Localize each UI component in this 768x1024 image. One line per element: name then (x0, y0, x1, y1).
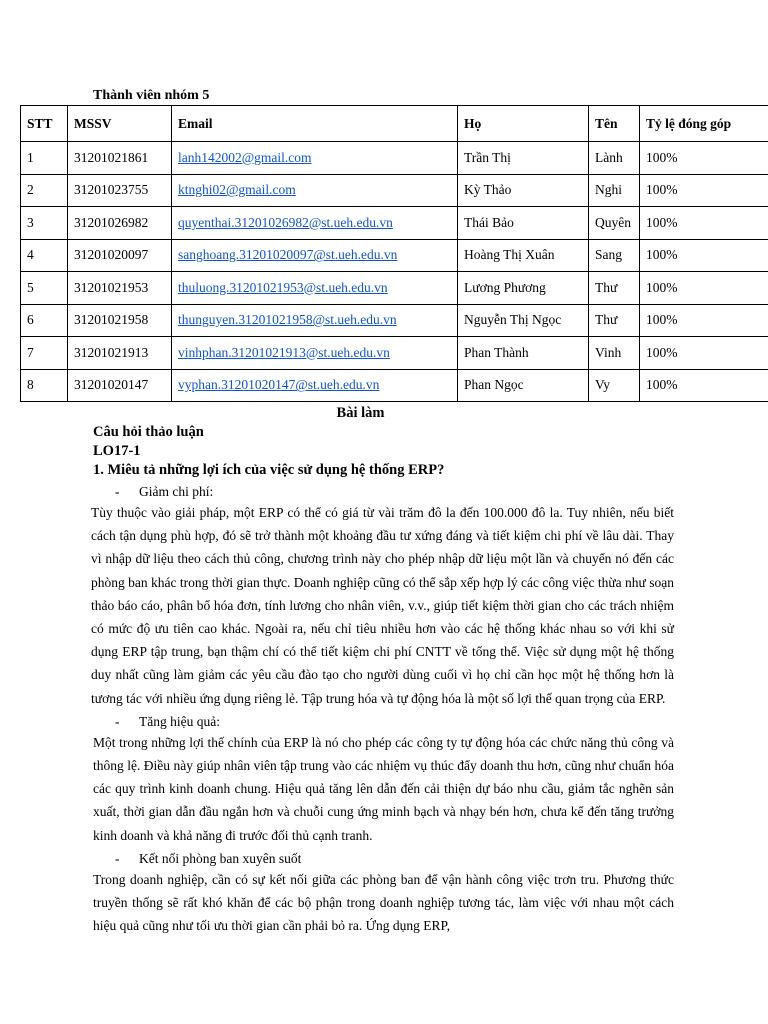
table-row (21, 304, 768, 337)
cell-ho: Kỳ Thảo (458, 174, 589, 207)
cell-stt: 7 (21, 337, 68, 370)
cell-contribution: 100% (640, 142, 768, 175)
table-row (21, 142, 768, 175)
cell-ten: Vy (589, 369, 640, 402)
email-link[interactable]: lanh142002@gmail.com (178, 149, 312, 165)
bullet-label: Giảm chi phí: (139, 484, 214, 499)
cell-ten: Vinh (589, 337, 640, 370)
header-ho: Họ (458, 106, 589, 142)
cell-mssv: 31201021953 (68, 272, 172, 305)
cell-ten: Thư (589, 272, 640, 305)
cell-mssv: 31201020097 (68, 239, 172, 272)
cell-ten: Thư (589, 304, 640, 337)
bullet-label: Tăng hiệu quả: (139, 713, 220, 729)
table-row (21, 174, 768, 207)
table-row (21, 369, 768, 402)
cell-ho: Phan Ngọc (458, 369, 589, 402)
cell-mssv: 31201020147 (68, 369, 172, 402)
cell-stt: 6 (21, 304, 68, 337)
cell-email (172, 174, 458, 207)
cell-mssv: 31201023755 (68, 174, 172, 207)
cell-email (172, 304, 458, 337)
cell-stt: 4 (21, 239, 68, 272)
cell-contribution: 100% (640, 174, 768, 207)
cell-email (172, 272, 458, 305)
table-header-row (21, 106, 768, 142)
header-email: Email (172, 106, 458, 142)
members-table (20, 105, 768, 402)
cell-ten: Sang (589, 239, 640, 272)
cell-email (172, 207, 458, 240)
email-link[interactable]: vyphan.31201020147@st.ueh.edu.vn (178, 377, 380, 393)
email-link[interactable]: sanghoang.31201020097@st.ueh.edu.vn (178, 247, 398, 263)
cell-email (172, 337, 458, 370)
cell-ten: Lành (589, 142, 640, 175)
header-contribution: Tỷ lệ đóng góp (640, 106, 768, 142)
table-row (21, 239, 768, 272)
table-row (21, 272, 768, 305)
header-mssv: MSSV (68, 106, 172, 142)
cell-contribution: 100% (640, 369, 768, 402)
cell-mssv: 31201021958 (68, 304, 172, 337)
cell-stt: 5 (21, 272, 68, 305)
paragraph: Trong doanh nghiệp, cần có sự kết nối giữa các phòng ban để vận hành công việc trơn tru. Phương thức truyền thống sẽ rất khó khăn để các bộ phận trong doanh nghiệp tương tác, làm việc với nhau một cách hiệu quả cũng như tối ưu thời gian cần phải bỏ ra. Ứng dụng ERP, (93, 871, 674, 934)
cell-ho: Nguyễn Thị Ngọc (458, 304, 589, 337)
email-link[interactable]: thuluong.31201021953@st.ueh.edu.vn (178, 279, 388, 295)
bullet-item (93, 712, 674, 731)
paragraph: Một trong những lợi thế chính của ERP là nó cho phép các công ty tự động hóa các chức năng thủ công và thông lệ. Điều này giúp nhân viên tập trung vào các nhiệm vụ thúc đẩy doanh thu hơn, cũng như chuẩn hóa các quy trình kinh doanh chung. Hiệu quả tăng lên dẫn đến cải thiện dự báo nhu cầu, giảm tắc nghẽn sản xuất, thời gian dẫn đầu ngắn hơn và chuỗi cung ứng minh bạch và nhạy bén hơn, chưa kể đến tăng trưởng kinh doanh và khả năng đi trước đối thủ cạnh tranh. (93, 734, 674, 843)
bullet-item (93, 849, 674, 868)
cell-contribution: 100% (640, 337, 768, 370)
bullet-item (93, 482, 674, 501)
dash-bullet-icon: - (115, 484, 120, 499)
section-title: Bài làm (336, 405, 385, 421)
cell-ho: Hoàng Thị Xuân (458, 239, 589, 272)
cell-mssv: 31201026982 (68, 207, 172, 240)
discussion-title: Câu hỏi thảo luận (93, 424, 204, 440)
cell-stt: 8 (21, 369, 68, 402)
email-link[interactable]: vinhphan.31201021913@st.ueh.edu.vn (178, 344, 390, 360)
cell-ho: Lương Phương (458, 272, 589, 305)
dash-bullet-icon: - (115, 713, 120, 729)
cell-ten: Quyên (589, 207, 640, 240)
header-ten: Tên (589, 106, 640, 142)
header-stt: STT (21, 106, 68, 142)
cell-stt: 3 (21, 207, 68, 240)
cell-contribution: 100% (640, 239, 768, 272)
cell-contribution: 100% (640, 207, 768, 240)
cell-ho: Thái Bảo (458, 207, 589, 240)
cell-mssv: 31201021861 (68, 142, 172, 175)
cell-email (172, 142, 458, 175)
dash-bullet-icon: - (115, 850, 120, 866)
table-row (21, 207, 768, 240)
bullet-label: Kết nối phòng ban xuyên suốt (139, 850, 302, 866)
cell-ten: Nghi (589, 174, 640, 207)
document-body (93, 403, 674, 937)
cell-stt: 2 (21, 174, 68, 207)
email-link[interactable]: quyenthai.31201026982@st.ueh.edu.vn (178, 214, 393, 230)
email-link[interactable]: ktnghi02@gmail.com (178, 182, 296, 198)
cell-contribution: 100% (640, 272, 768, 305)
cell-ho: Phan Thành (458, 337, 589, 370)
cell-email (172, 239, 458, 272)
table-row (21, 337, 768, 370)
cell-contribution: 100% (640, 304, 768, 337)
cell-email (172, 369, 458, 402)
email-link[interactable]: thunguyen.31201021958@st.ueh.edu.vn (178, 312, 397, 328)
group-title: Thành viên nhóm 5 (93, 88, 210, 103)
lo-code: LO17-1 (93, 443, 141, 459)
cell-mssv: 31201021913 (68, 337, 172, 370)
question-heading: 1. Miêu tả những lợi ích của việc sử dụng hệ thống ERP? (93, 462, 445, 478)
paragraph: Tùy thuộc vào giải pháp, một ERP có thể có giá từ vài trăm đô la đến 100.000 đô la. Tuy nhiên, nếu biết cách tận dụng phù hợp, đó sẽ trở thành một khoảng đầu tư xứng đáng và tiết kiệm chi phí về lâu dài. Thay vì nhập dữ liệu theo cách thủ công, chương trình này cho phép nhập dữ liệu một lần và chuyển nó đến các phòng ban khác trong thời gian thực. Doanh nghiệp cũng có thể sắp xếp hợp lý các công việc thừa như soạn thảo báo cáo, phân bổ hóa đơn, tính lương cho nhân viên, v.v., giúp tiết kiệm thời gian cho các trách nhiệm có mức độ ưu tiên cao khác. Ngoài ra, nếu chỉ tiêu nhiều hơn vào các hệ thống khác nhau so với khi sử dụng ERP tập trung, bạn thậm chí có thể tiết kiệm chi phí CNTT về tổng thể. Việc sử dụng một hệ thống duy nhất cũng làm giảm các yêu cầu đào tạo cho người dùng cuối vì họ chỉ cần học một hệ thống hơn là tương tác với nhiều ứng dụng riêng lẻ. Tập trung hóa và tự động hóa là một số lợi thế quan trọng của ERP. (91, 505, 674, 706)
cell-ho: Trần Thị (458, 142, 589, 175)
cell-stt: 1 (21, 142, 68, 175)
